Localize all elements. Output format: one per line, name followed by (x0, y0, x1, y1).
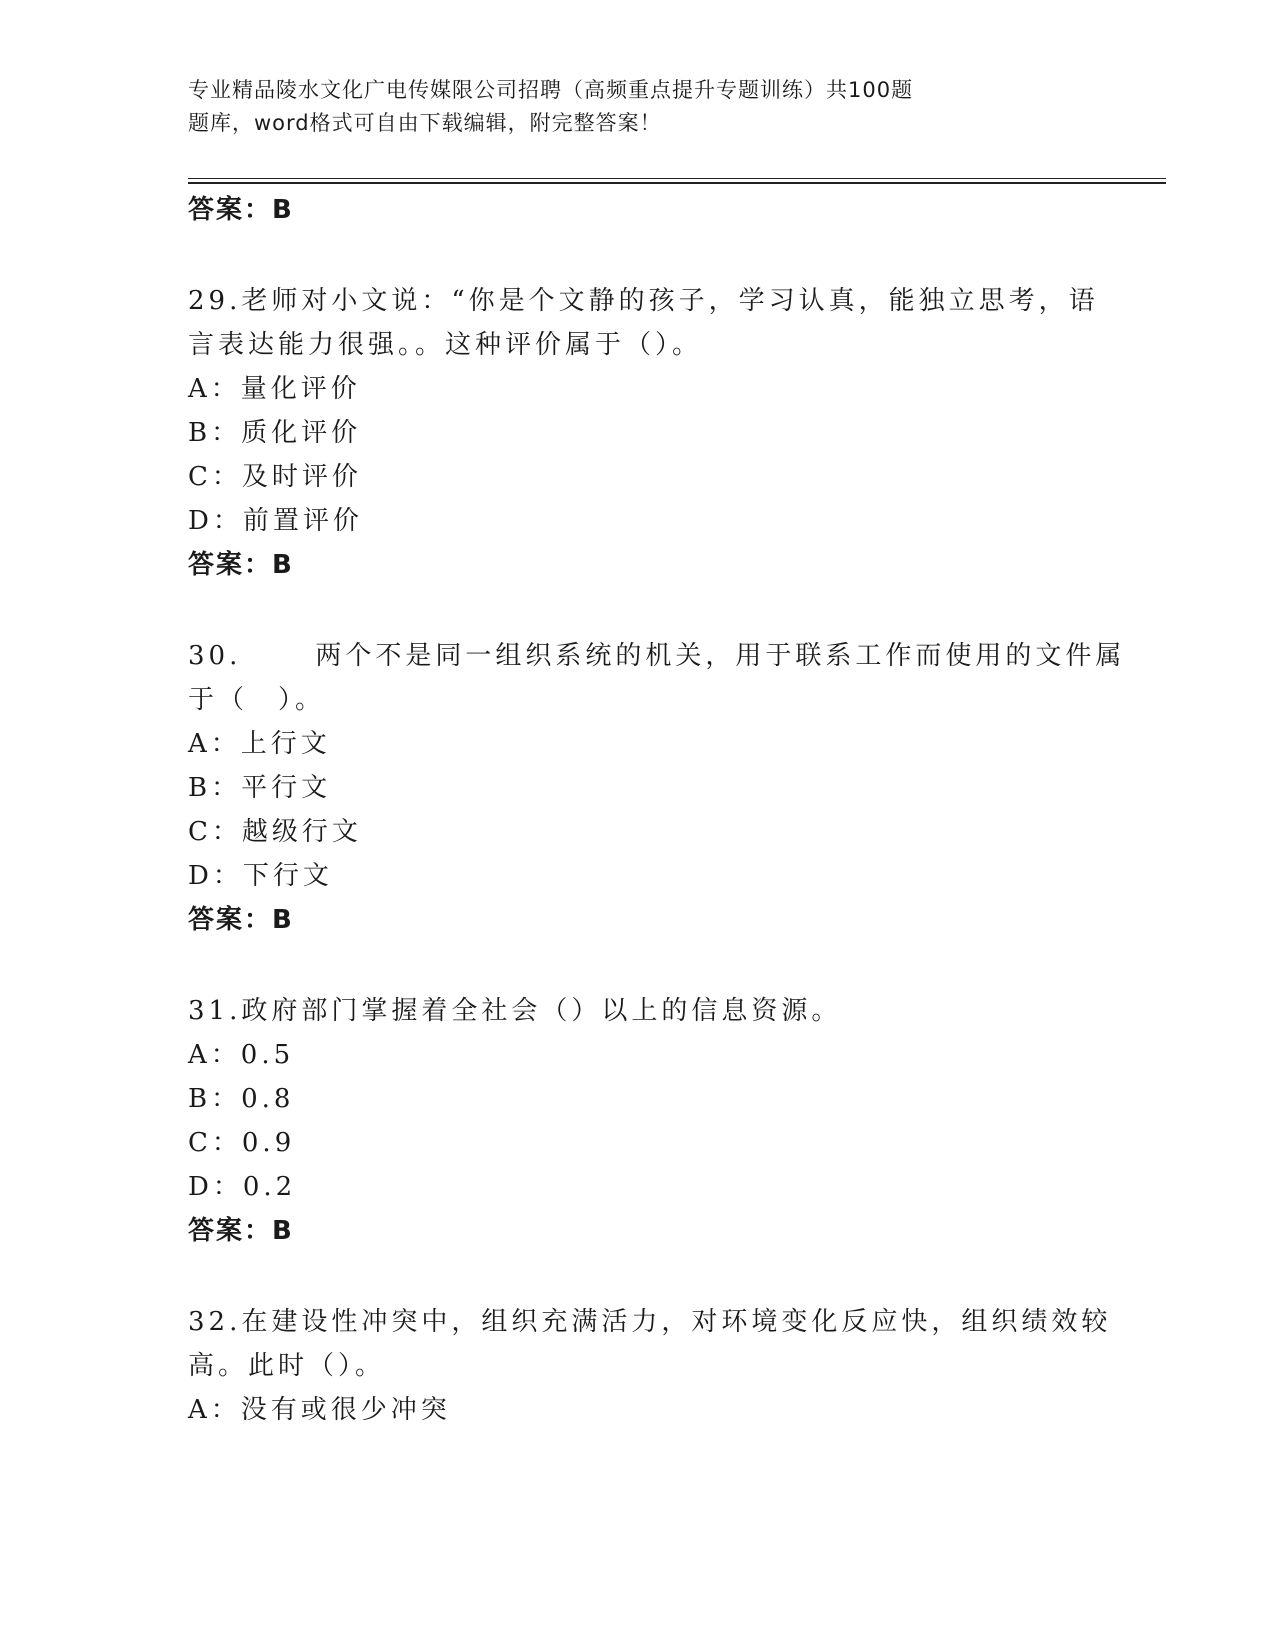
answer-line: 答案：B (188, 195, 294, 225)
header-line-1: 专业精品陵水文化广电传媒限公司招聘（高频重点提升专题训练）共100题 (188, 78, 914, 102)
question-29-option-d: D：前置评价 (188, 506, 363, 536)
document-header (188, 74, 1028, 140)
question-30-option-c: C：越级行文 (188, 817, 362, 847)
question-31-option-c: C：0.9 (188, 1128, 296, 1158)
question-30-stem-line-2: 于（ ）。 (188, 685, 326, 715)
question-30-number: 30. (188, 641, 242, 671)
question-29-option-b: B：质化评价 (188, 418, 362, 448)
question-31-option-b: B：0.8 (188, 1084, 295, 1114)
question-32-stem-line-2: 高。此时（）。 (188, 1351, 386, 1381)
question-30-stem-text: 两个不是同一组织系统的机关，用于联系工作而使用的文件属 (315, 641, 1126, 671)
header-divider-thin (188, 178, 1166, 179)
question-30-option-a: A：上行文 (188, 729, 331, 759)
question-31-stem: 31.政府部门掌握着全社会（）以上的信息资源。 (188, 996, 842, 1026)
question-31-option-d: D：0.2 (188, 1172, 297, 1202)
question-29-option-a: A：量化评价 (188, 374, 361, 404)
question-30-answer: 答案：B (188, 905, 294, 935)
question-32-stem-line-1: 32.在建设性冲突中，组织充满活力，对环境变化反应快，组织绩效较 (188, 1307, 1112, 1337)
question-31-answer: 答案：B (188, 1216, 294, 1246)
question-30-option-d: D：下行文 (188, 861, 333, 891)
question-29-stem-line-2: 言表达能力很强。。这种评价属于（）。 (188, 330, 703, 360)
header-divider-thick (188, 182, 1166, 184)
question-29-stem-line-1: 29.老师对小文说：“你是个文静的孩子，学习认真，能独立思考，语 (188, 286, 1099, 316)
question-30-option-b: B：平行文 (188, 773, 332, 803)
question-29-option-c: C：及时评价 (188, 462, 362, 492)
question-32-option-a: A：没有或很少冲突 (188, 1395, 451, 1425)
question-30-stem-line-1 (188, 641, 1125, 671)
question-29-answer: 答案：B (188, 550, 294, 580)
header-line-2: 题库，word格式可自由下载编辑，附完整答案！ (188, 111, 662, 135)
question-31-option-a: A：0.5 (188, 1040, 295, 1070)
